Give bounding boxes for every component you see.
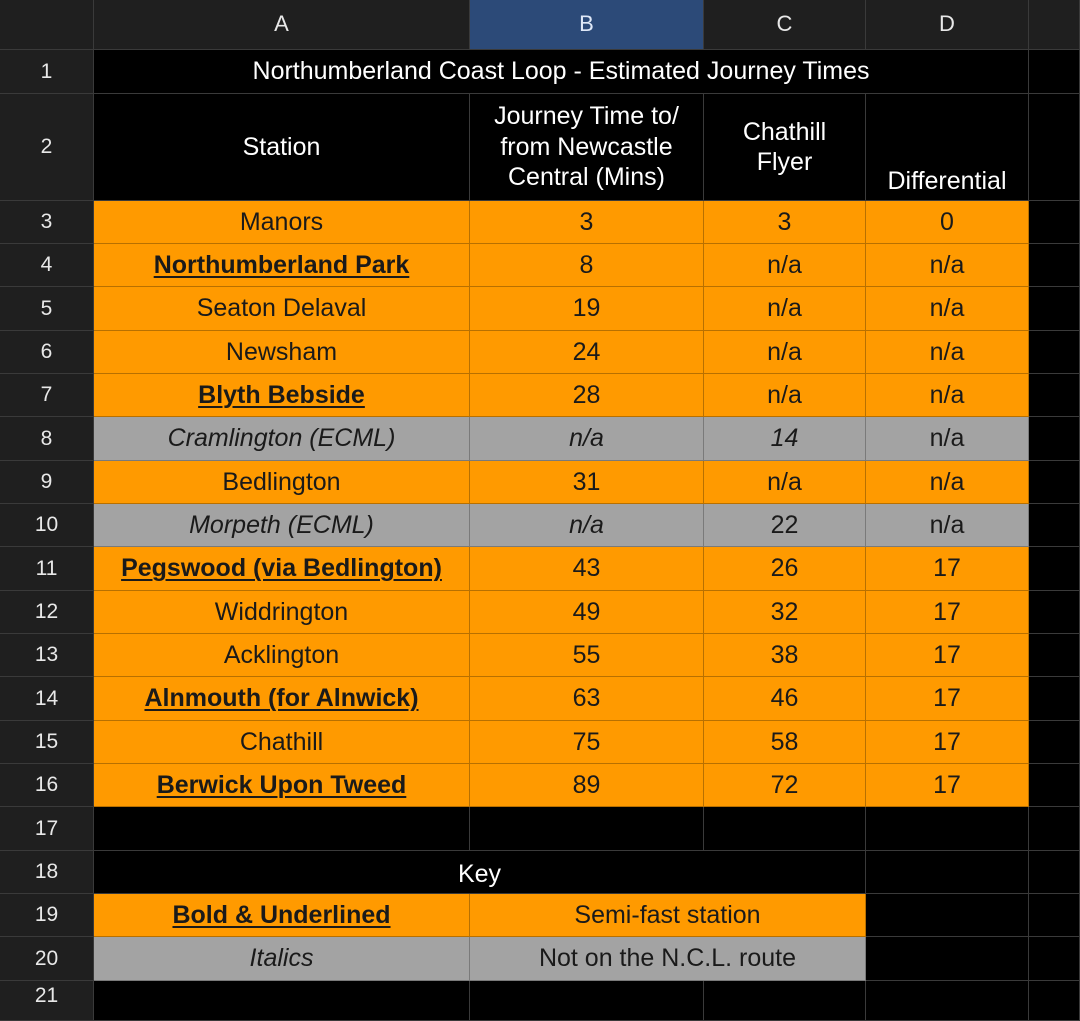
cell-c17[interactable] <box>704 807 866 851</box>
table-cell-chathill-flyer[interactable]: 58 <box>704 721 866 764</box>
table-cell-chathill-flyer[interactable]: n/a <box>704 287 866 331</box>
header-station[interactable]: Station <box>94 94 470 201</box>
row-header-18[interactable]: 18 <box>0 851 94 894</box>
key-title[interactable]: Key <box>94 851 866 894</box>
table-cell-station[interactable]: Pegswood (via Bedlington) <box>94 547 470 591</box>
empty-cell[interactable] <box>1029 461 1080 504</box>
row-header-3[interactable]: 3 <box>0 201 94 244</box>
table-cell-station[interactable]: Acklington <box>94 634 470 677</box>
cell-d18[interactable] <box>866 851 1029 894</box>
table-cell-journey-time[interactable]: 24 <box>470 331 704 374</box>
cell-a17[interactable] <box>94 807 470 851</box>
cell-c21[interactable] <box>704 981 866 1021</box>
empty-cell[interactable] <box>1029 591 1080 634</box>
key-not-ncl-desc[interactable]: Not on the N.C.L. route <box>470 937 866 981</box>
table-cell-chathill-flyer[interactable]: 14 <box>704 417 866 461</box>
table-cell-chathill-flyer[interactable]: n/a <box>704 461 866 504</box>
table-cell-station[interactable]: Seaton Delaval <box>94 287 470 331</box>
table-cell-journey-time[interactable]: 55 <box>470 634 704 677</box>
table-cell-journey-time[interactable]: 8 <box>470 244 704 287</box>
table-cell-differential[interactable]: n/a <box>866 244 1029 287</box>
row-header-16[interactable]: 16 <box>0 764 94 807</box>
table-cell-differential[interactable]: 17 <box>866 721 1029 764</box>
cell-d20[interactable] <box>866 937 1029 981</box>
table-cell-differential[interactable]: n/a <box>866 461 1029 504</box>
row-header-14[interactable]: 14 <box>0 677 94 721</box>
column-header-a[interactable]: A <box>94 0 470 50</box>
row-header-10[interactable]: 10 <box>0 504 94 547</box>
table-cell-differential[interactable]: 17 <box>866 547 1029 591</box>
row-header-17[interactable]: 17 <box>0 807 94 851</box>
table-cell-chathill-flyer[interactable]: 46 <box>704 677 866 721</box>
table-cell-station[interactable]: Morpeth (ECML) <box>94 504 470 547</box>
row-header-15[interactable]: 15 <box>0 721 94 764</box>
table-cell-journey-time[interactable]: 63 <box>470 677 704 721</box>
header-differential[interactable]: Differential <box>866 94 1029 201</box>
empty-cell[interactable] <box>1029 201 1080 244</box>
table-cell-differential[interactable]: 17 <box>866 677 1029 721</box>
empty-cell[interactable] <box>1029 417 1080 461</box>
table-cell-station[interactable]: Manors <box>94 201 470 244</box>
row-header-13[interactable]: 13 <box>0 634 94 677</box>
cell-e19[interactable] <box>1029 894 1080 937</box>
row-header-2[interactable]: 2 <box>0 94 94 201</box>
cell-e17[interactable] <box>1029 807 1080 851</box>
table-cell-station[interactable]: Cramlington (ECML) <box>94 417 470 461</box>
table-cell-chathill-flyer[interactable]: 38 <box>704 634 866 677</box>
row-header-12[interactable]: 12 <box>0 591 94 634</box>
column-header-e[interactable] <box>1029 0 1080 50</box>
key-not-ncl-label[interactable]: Italics <box>94 937 470 981</box>
table-cell-station[interactable]: Newsham <box>94 331 470 374</box>
table-cell-chathill-flyer[interactable]: n/a <box>704 244 866 287</box>
sheet-title[interactable]: Northumberland Coast Loop - Estimated Journey Times <box>94 50 1029 94</box>
table-cell-differential[interactable]: n/a <box>866 287 1029 331</box>
column-header-c[interactable]: C <box>704 0 866 50</box>
table-cell-station[interactable]: Blyth Bebside <box>94 374 470 417</box>
table-cell-differential[interactable]: 0 <box>866 201 1029 244</box>
column-header-b[interactable]: B <box>470 0 704 50</box>
cell-b21[interactable] <box>470 981 704 1021</box>
empty-cell[interactable] <box>1029 547 1080 591</box>
empty-cell[interactable] <box>1029 244 1080 287</box>
table-cell-journey-time[interactable]: 31 <box>470 461 704 504</box>
table-cell-differential[interactable]: 17 <box>866 764 1029 807</box>
empty-cell[interactable] <box>1029 721 1080 764</box>
header-chathill-flyer[interactable]: Chathill Flyer <box>704 94 866 201</box>
empty-cell[interactable] <box>1029 634 1080 677</box>
cell-a21[interactable] <box>94 981 470 1021</box>
row-header-11[interactable]: 11 <box>0 547 94 591</box>
header-journey-time[interactable]: Journey Time to/ from Newcastle Central (Mins) <box>470 94 704 201</box>
table-cell-differential[interactable]: n/a <box>866 331 1029 374</box>
row-header-9[interactable]: 9 <box>0 461 94 504</box>
table-cell-journey-time[interactable]: 75 <box>470 721 704 764</box>
cell-e1[interactable] <box>1029 50 1080 94</box>
cell-d19[interactable] <box>866 894 1029 937</box>
table-cell-station[interactable]: Northumberland Park <box>94 244 470 287</box>
row-header-20[interactable]: 20 <box>0 937 94 981</box>
table-cell-journey-time[interactable]: n/a <box>470 417 704 461</box>
table-cell-differential[interactable]: 17 <box>866 634 1029 677</box>
cell-e21[interactable] <box>1029 981 1080 1021</box>
table-cell-chathill-flyer[interactable]: 72 <box>704 764 866 807</box>
table-cell-journey-time[interactable]: 43 <box>470 547 704 591</box>
row-header-19[interactable]: 19 <box>0 894 94 937</box>
table-cell-chathill-flyer[interactable]: 26 <box>704 547 866 591</box>
table-cell-station[interactable]: Bedlington <box>94 461 470 504</box>
empty-cell[interactable] <box>1029 374 1080 417</box>
table-cell-chathill-flyer[interactable]: n/a <box>704 374 866 417</box>
cell-e18[interactable] <box>1029 851 1080 894</box>
table-cell-chathill-flyer[interactable]: 32 <box>704 591 866 634</box>
select-all-corner[interactable] <box>0 0 94 50</box>
empty-cell[interactable] <box>1029 677 1080 721</box>
table-cell-chathill-flyer[interactable]: 22 <box>704 504 866 547</box>
row-header-1[interactable]: 1 <box>0 50 94 94</box>
empty-cell[interactable] <box>1029 287 1080 331</box>
empty-cell[interactable] <box>1029 504 1080 547</box>
table-cell-station[interactable]: Berwick Upon Tweed <box>94 764 470 807</box>
column-header-d[interactable]: D <box>866 0 1029 50</box>
table-cell-chathill-flyer[interactable]: 3 <box>704 201 866 244</box>
table-cell-differential[interactable]: n/a <box>866 374 1029 417</box>
row-header-7[interactable]: 7 <box>0 374 94 417</box>
row-header-8[interactable]: 8 <box>0 417 94 461</box>
table-cell-journey-time[interactable]: 28 <box>470 374 704 417</box>
table-cell-journey-time[interactable]: 89 <box>470 764 704 807</box>
table-cell-journey-time[interactable]: 19 <box>470 287 704 331</box>
row-header-21[interactable]: 21 <box>0 981 94 1021</box>
row-header-5[interactable]: 5 <box>0 287 94 331</box>
table-cell-differential[interactable]: 17 <box>866 591 1029 634</box>
table-cell-chathill-flyer[interactable]: n/a <box>704 331 866 374</box>
key-semi-fast-label[interactable]: Bold & Underlined <box>94 894 470 937</box>
table-cell-differential[interactable]: n/a <box>866 504 1029 547</box>
table-cell-journey-time[interactable]: n/a <box>470 504 704 547</box>
row-header-4[interactable]: 4 <box>0 244 94 287</box>
table-cell-journey-time[interactable]: 49 <box>470 591 704 634</box>
cell-d17[interactable] <box>866 807 1029 851</box>
table-cell-station[interactable]: Alnmouth (for Alnwick) <box>94 677 470 721</box>
key-semi-fast-desc[interactable]: Semi-fast station <box>470 894 866 937</box>
table-cell-journey-time[interactable]: 3 <box>470 201 704 244</box>
cell-d21[interactable] <box>866 981 1029 1021</box>
table-cell-station[interactable]: Widdrington <box>94 591 470 634</box>
cell-e2[interactable] <box>1029 94 1080 201</box>
empty-cell[interactable] <box>1029 331 1080 374</box>
row-header-6[interactable]: 6 <box>0 331 94 374</box>
table-cell-differential[interactable]: n/a <box>866 417 1029 461</box>
cell-e20[interactable] <box>1029 937 1080 981</box>
cell-b17[interactable] <box>470 807 704 851</box>
empty-cell[interactable] <box>1029 764 1080 807</box>
table-cell-station[interactable]: Chathill <box>94 721 470 764</box>
